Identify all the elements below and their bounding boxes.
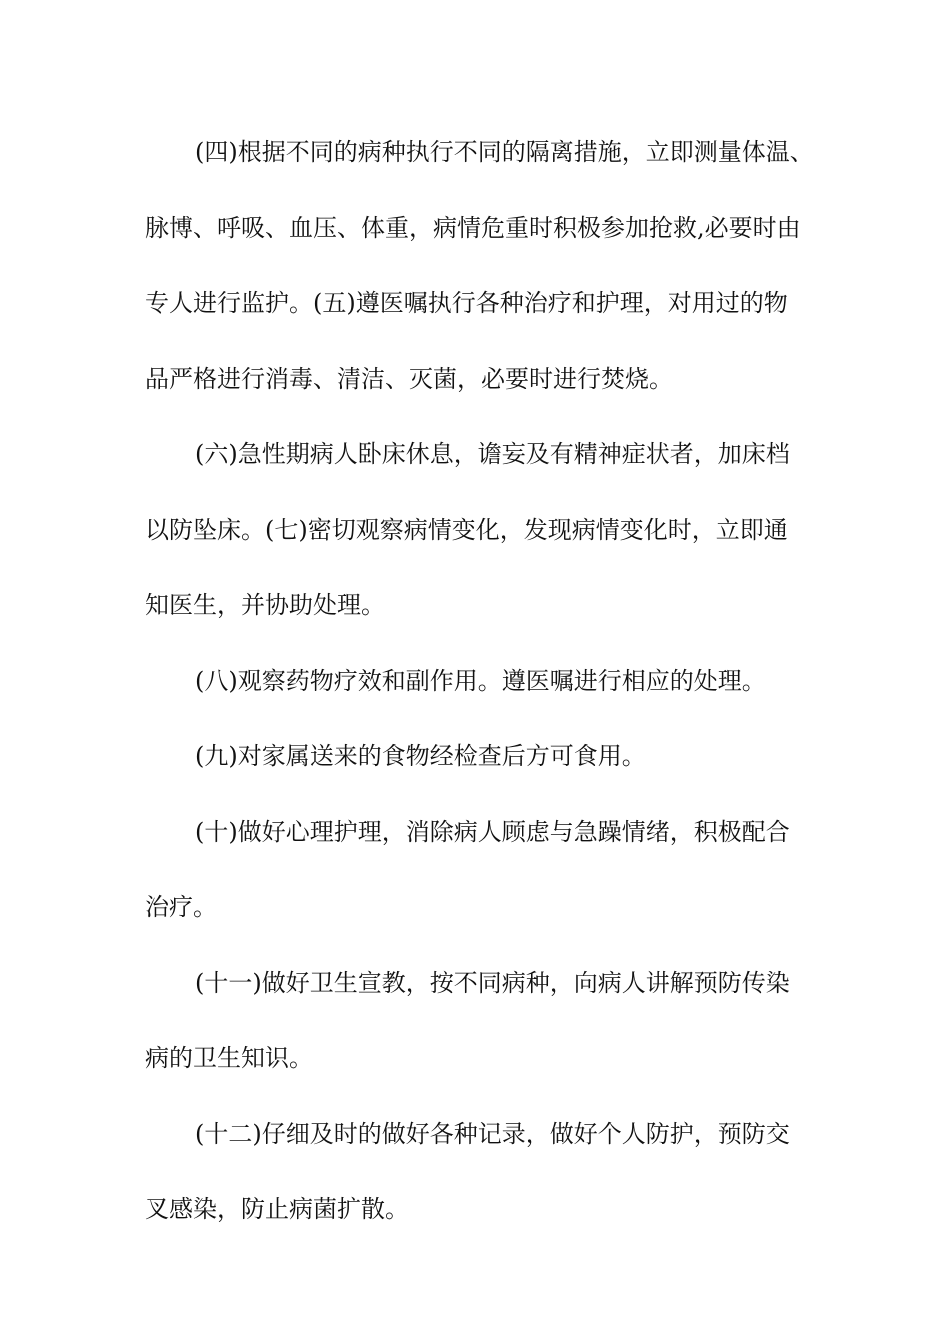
- text-line: (十一)做好卫生宣教，按不同病种，向病人讲解预防传染: [195, 968, 790, 997]
- text-line: 治疗。: [145, 893, 217, 921]
- text-line: 叉感染，防止病菌扩散。: [145, 1195, 409, 1223]
- text-line: (十二)仔细及时的做好各种记录，做好个人防护，预防交: [195, 1119, 790, 1148]
- text-line: (十)做好心理护理，消除病人顾虑与急躁情绪，积极配合: [195, 817, 790, 846]
- text-line: 专人进行监护。(五)遵医嘱执行各种治疗和护理，对用过的物: [145, 289, 788, 317]
- text-line: 知医生，并协助处理。: [145, 591, 385, 619]
- text-line: (九)对家属送来的食物经检查后方可食用。: [195, 742, 646, 770]
- text-line: 脉博、呼吸、血压、体重，病情危重时积极参加抢救,必要时由: [145, 213, 801, 242]
- text-line: (六)急性期病人卧床休息，谵妄及有精神症状者，加床档: [195, 440, 790, 468]
- document-body: [145, 128, 815, 1261]
- text-line: 病的卫生知识。: [145, 1044, 313, 1072]
- text-line: (八)观察药物疗效和副作用。遵医嘱进行相应的处理。: [195, 666, 766, 695]
- text-line: 以防坠床。(七)密切观察病情变化，发现病情变化时，立即通: [145, 515, 788, 544]
- text-line: 品严格进行消毒、清洁、灭菌，必要时进行焚烧。: [145, 364, 673, 393]
- text-line: (四)根据不同的病种执行不同的隔离措施，立即测量体温、: [195, 138, 814, 166]
